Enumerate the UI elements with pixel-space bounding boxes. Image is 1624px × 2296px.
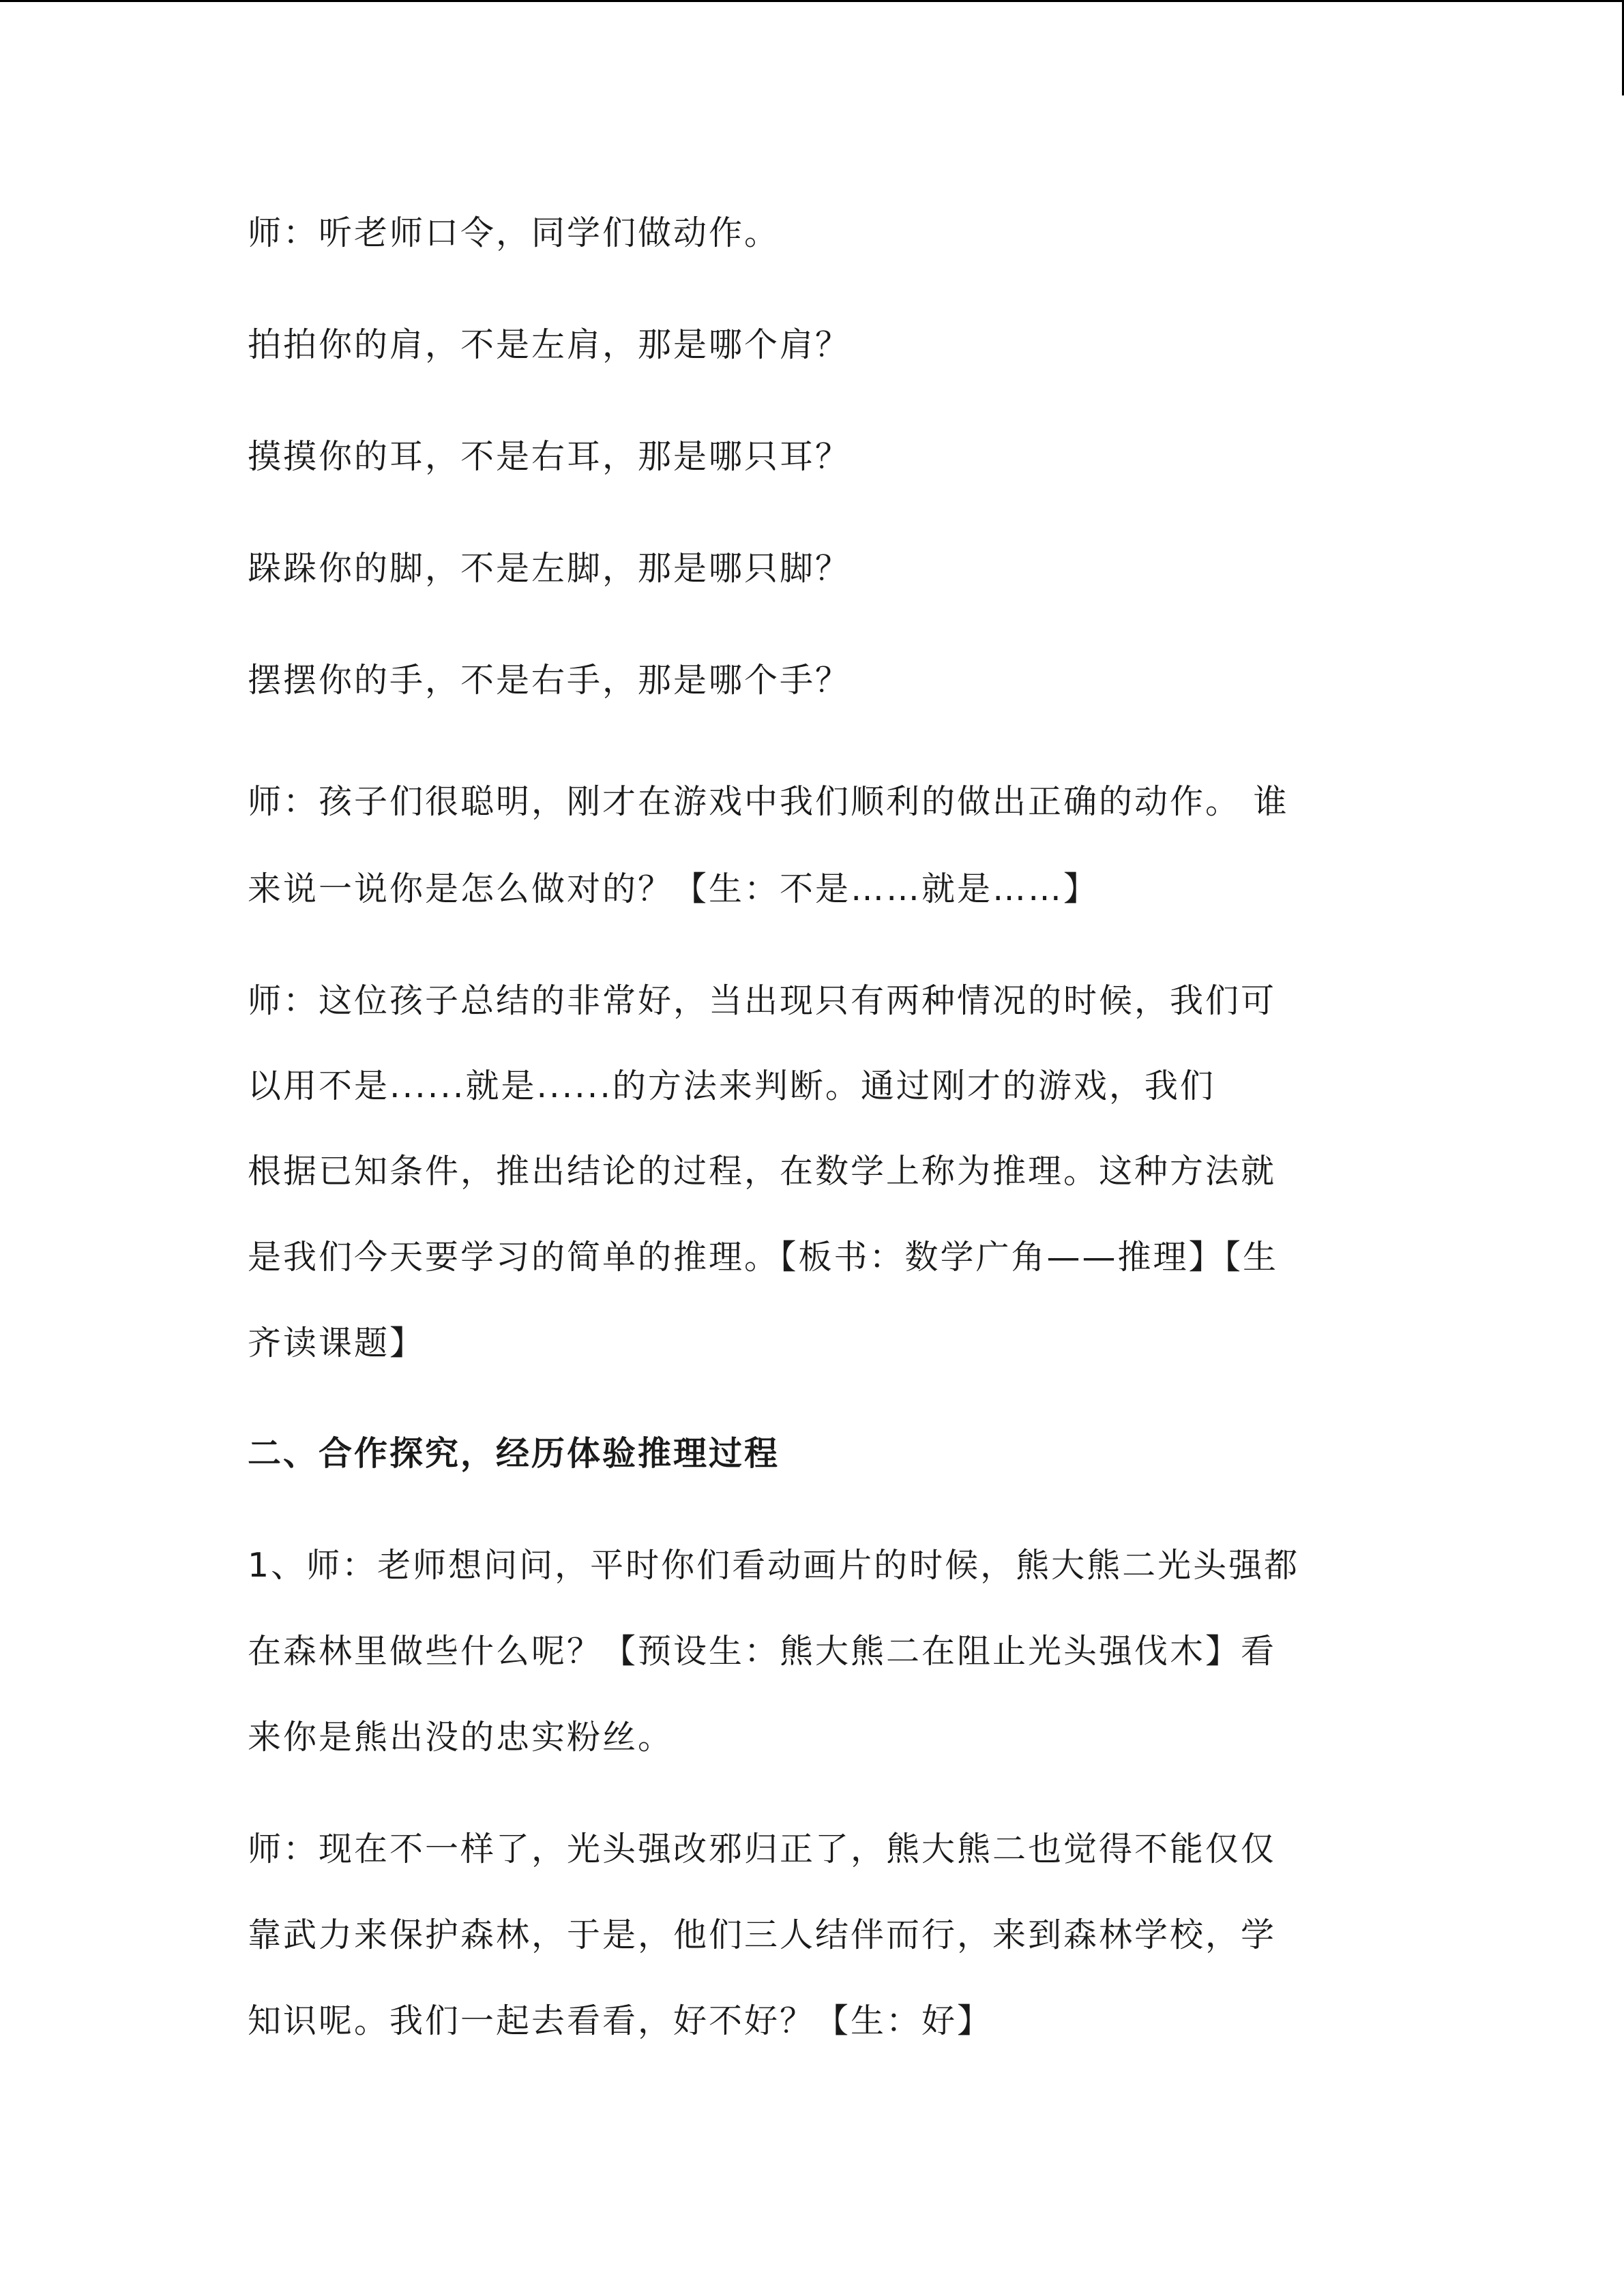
paragraph-line-8: 师：这位孩子总结的非常好，当出现只有两种情况的时候，我们可 (248, 981, 1277, 1020)
paragraph-line-9: 以用不是......就是......的方法来判断。通过刚才的游戏，我们 (248, 1067, 1215, 1105)
paragraph-line-7: 来说一说你是怎么做对的？【生：不是……就是……】 (248, 869, 1099, 908)
paragraph-line-3: 摸摸你的耳，不是右耳，那是哪只耳？ (248, 437, 851, 476)
section-heading: 二、合作探究，经历体验推理过程 (248, 1434, 780, 1473)
paragraph-line-17: 师：现在不一样了，光头强改邪归正了，熊大熊二也觉得不能仅仅 (248, 1830, 1277, 1868)
paragraph-line-2: 拍拍你的肩，不是左肩，那是哪个肩？ (248, 325, 851, 364)
paragraph-line-18: 靠武力来保护森林，于是，他们三人结伴而行，来到森林学校，学 (248, 1915, 1277, 1954)
paragraph-line-15: 在森林里做些什么呢？【预设生：熊大熊二在阻止光头强伐木】看 (248, 1632, 1277, 1671)
paragraph-line-10: 根据已知条件，推出结论的过程，在数学上称为推理。这种方法就 (248, 1152, 1277, 1191)
page-border-top (0, 0, 1624, 2)
paragraph-line-12: 齐读课题】 (248, 1324, 426, 1362)
paragraph-line-6: 师：孩子们很聪明，刚才在游戏中我们顺利的做出正确的动作。 谁 (248, 782, 1289, 821)
paragraph-line-4: 跺跺你的脚，不是左脚，那是哪只脚？ (248, 549, 851, 588)
paragraph-line-11: 是我们今天要学习的简单的推理。【板书：数学广角——推理】【生 (248, 1238, 1279, 1277)
paragraph-line-1: 师：听老师口令，同学们做动作。 (248, 213, 780, 252)
paragraph-line-5: 摆摆你的手，不是右手，那是哪个手？ (248, 661, 851, 700)
paragraph-line-19: 知识呢。我们一起去看看，好不好？【生：好】 (248, 2001, 993, 2040)
paragraph-line-14: 1、师：老师想问问，平时你们看动画片的时候，熊大熊二光头强都 (248, 1546, 1300, 1585)
paragraph-line-16: 来你是熊出没的忠实粉丝。 (248, 1718, 674, 1757)
